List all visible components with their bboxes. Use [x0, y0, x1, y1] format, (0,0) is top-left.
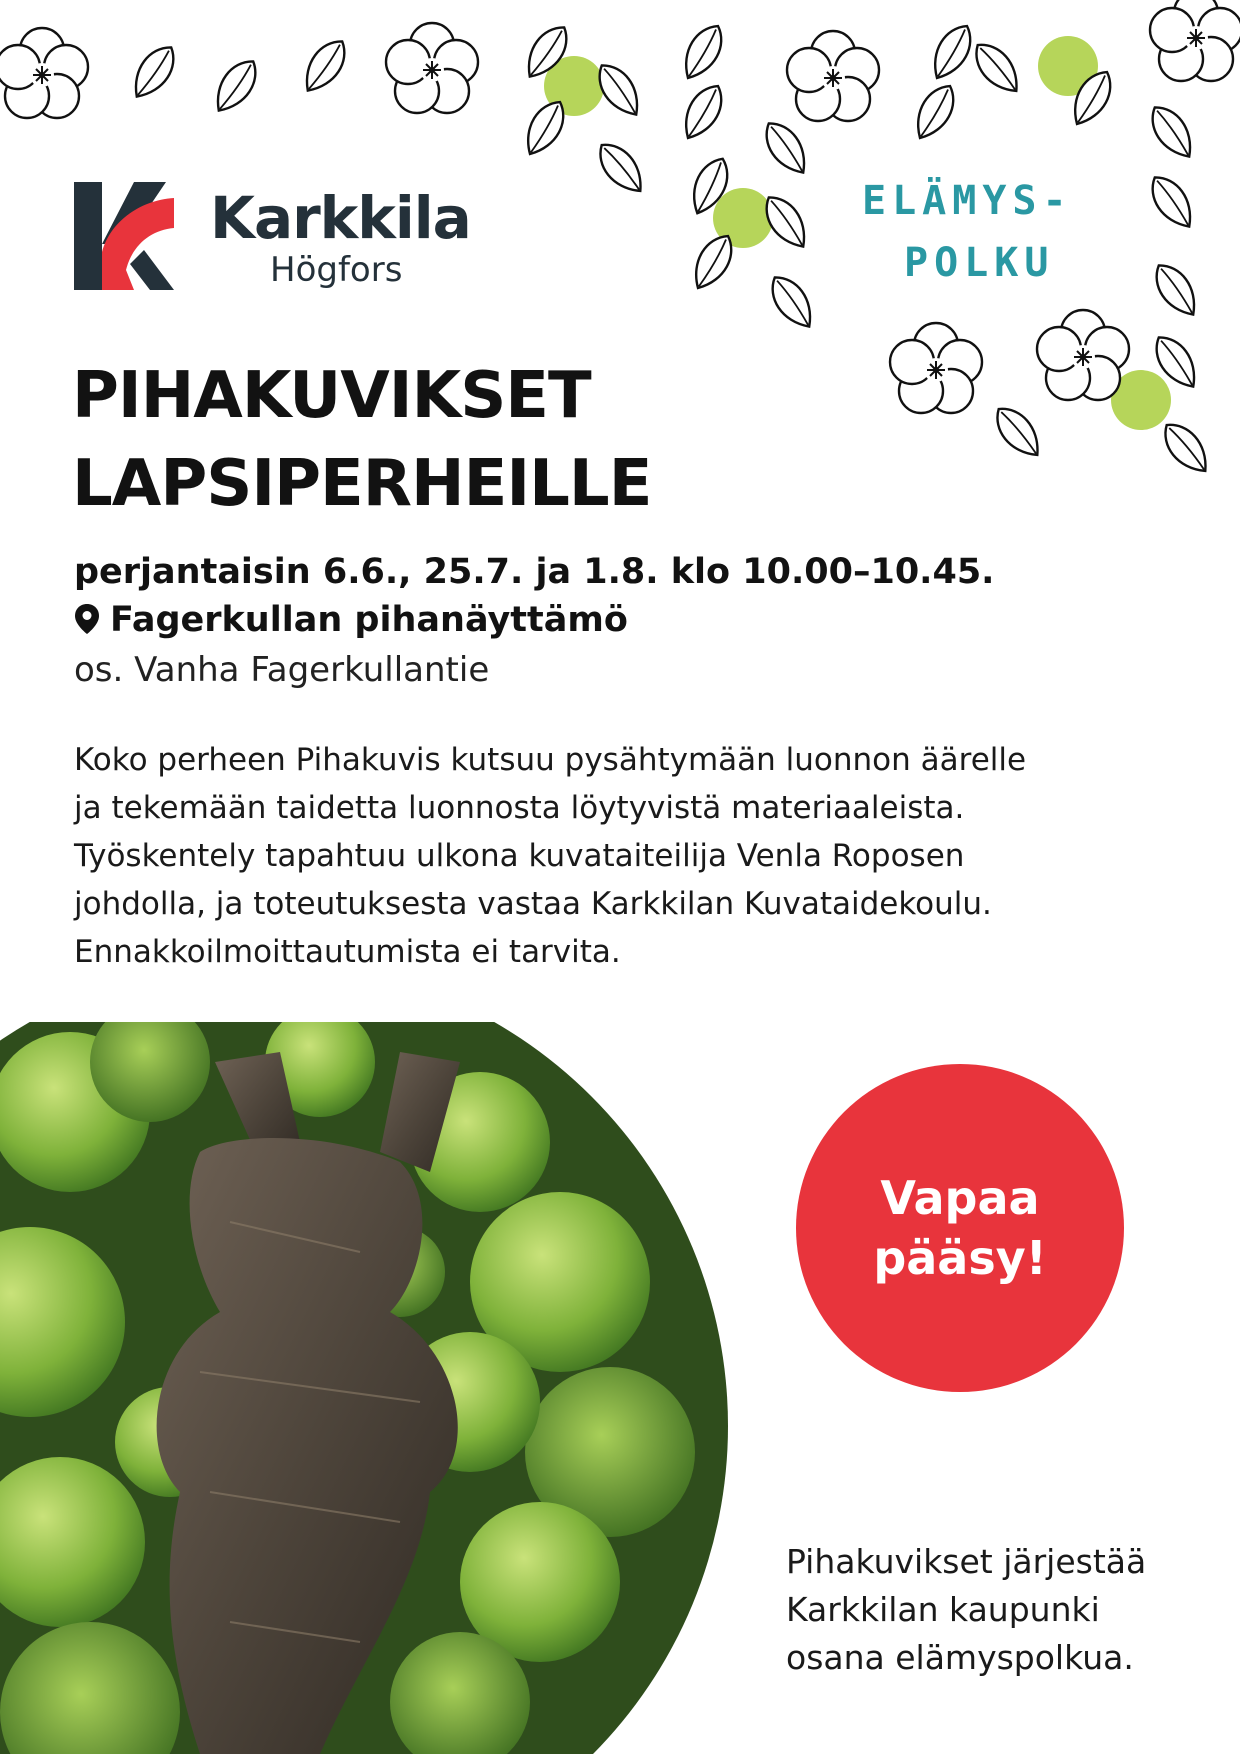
map-pin-icon: [74, 603, 100, 635]
page-title-line1: PIHAKUVIKSET: [72, 359, 591, 433]
event-description: [74, 736, 1174, 976]
organizer-note: [786, 1538, 1146, 1682]
description-line: ja tekemään taidetta luonnosta löytyvistä materiaaleista.: [74, 790, 965, 826]
page-title: [72, 352, 651, 528]
organizer-line: Karkkilan kaupunki: [786, 1590, 1100, 1629]
event-address: os. Vanha Fagerkullantie: [74, 650, 490, 690]
event-location: [74, 600, 628, 640]
brand-subname: Högfors: [270, 250, 403, 290]
description-line: johdolla, ja toteutuksesta vastaa Karkkilan Kuvataidekoulu.: [74, 886, 992, 922]
description-line: Koko perheen Pihakuvis kutsuu pysähtymään luonnon äärelle: [74, 742, 1027, 778]
free-entry-line1: Vapaa: [880, 1171, 1040, 1225]
karkkila-logo-mark: [74, 182, 174, 290]
free-entry-badge: [796, 1064, 1124, 1392]
organizer-line: osana elämyspolkua.: [786, 1638, 1134, 1677]
event-location-name: Fagerkullan pihanäyttämö: [110, 600, 628, 640]
description-line: Ennakkoilmoittautumista ei tarvita.: [74, 934, 621, 970]
event-photo: [0, 1022, 730, 1754]
karkkila-logo: [74, 182, 494, 292]
page-title-line2: LAPSIPERHEILLE: [72, 447, 652, 521]
logo-mark-lower-arm: [130, 250, 174, 290]
free-entry-line2: pääsy!: [873, 1231, 1047, 1285]
brand-name: Karkkila: [210, 184, 471, 252]
description-line: Työskentely tapahtuu ulkona kuvataiteilija Venla Roposen: [74, 838, 965, 874]
event-dates: perjantaisin 6.6., 25.7. ja 1.8. klo 10.00–10.45.: [74, 552, 995, 592]
organizer-line: Pihakuvikset järjestää: [786, 1542, 1147, 1581]
elamyspolku-badge-line2: POLKU: [904, 240, 1055, 286]
logo-mark-stem: [74, 182, 102, 290]
elamyspolku-badge-line1: ELÄMYS-: [862, 178, 1073, 224]
